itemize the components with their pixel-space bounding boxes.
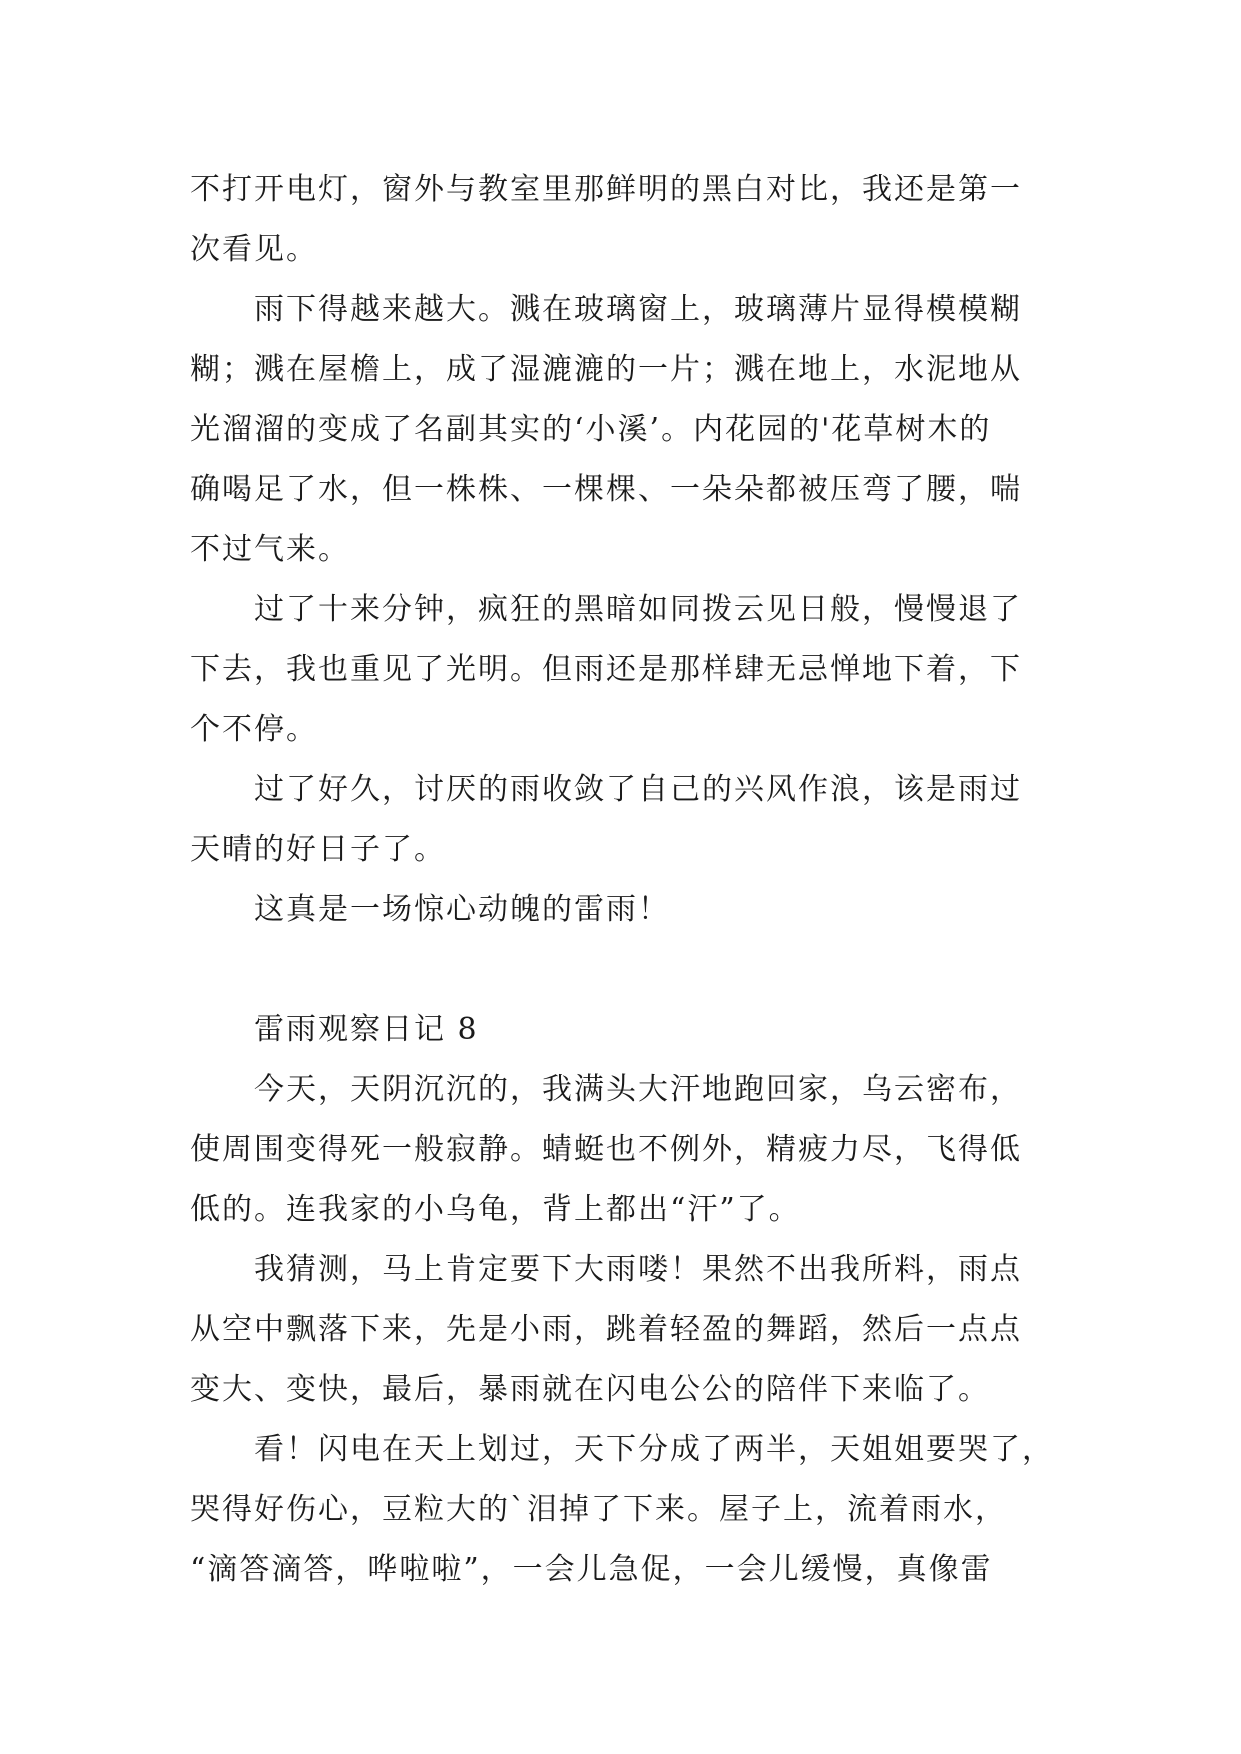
document-body: [190, 160, 1070, 1600]
paragraph-line: 过了十来分钟，疯狂的黑暗如同拨云见日般，慢慢退了: [254, 592, 1022, 627]
text-line: 糊；溅在屋檐上，成了湿漉漉的一片；溅在地上，水泥地从: [190, 352, 1022, 387]
text-line: 光溜溜的变成了名副其实的‘小溪’。内花园的'花草树木的: [190, 412, 992, 447]
text-line: 低的。连我家的小乌龟，背上都出“汗”了。: [190, 1192, 801, 1227]
text-line: 天晴的好日子了。: [190, 832, 446, 867]
text-line: 次看见。: [190, 232, 318, 267]
paragraph-line: 看！闪电在天上划过，天下分成了两半，天姐姐要哭了，: [254, 1432, 1054, 1467]
text-line: 不打开电灯，窗外与教室里那鲜明的黑白对比，我还是第一: [190, 172, 1022, 207]
text-line: 确喝足了水，但一株株、一棵棵、一朵朵都被压弯了腰，喘: [190, 472, 1022, 507]
text-line: 变大、变快，最后，暴雨就在闪电公公的陪伴下来临了。: [190, 1372, 990, 1407]
paragraph-line: 我猜测，马上肯定要下大雨喽！果然不出我所料，雨点: [254, 1252, 1022, 1287]
text-line: 使周围变得死一般寂静。蜻蜓也不例外，精疲力尽，飞得低: [190, 1132, 1022, 1167]
paragraph-line: 这真是一场惊心动魄的雷雨！: [254, 892, 670, 927]
text-line: 哭得好伤心，豆粒大的`泪掉了下来。屋子上，流着雨水，: [190, 1492, 1007, 1527]
text-line: “滴答滴答，哗啦啦”，一会儿急促，一会儿缓慢，真像雷: [190, 1552, 993, 1587]
paragraph-line: 今天，天阴沉沉的，我满头大汗地跑回家，乌云密布，: [254, 1072, 1022, 1107]
text-line: 下去，我也重见了光明。但雨还是那样肆无忌惮地下着，下: [190, 652, 1022, 687]
paragraph-line: 过了好久，讨厌的雨收敛了自己的兴风作浪，该是雨过: [254, 772, 1022, 807]
paragraph-line: 雨下得越来越大。溅在玻璃窗上，玻璃薄片显得模模糊: [254, 292, 1022, 327]
text-line: 个不停。: [190, 712, 318, 747]
text-line: 从空中飘落下来，先是小雨，跳着轻盈的舞蹈，然后一点点: [190, 1312, 1022, 1347]
section-gap: [190, 940, 1070, 1000]
text-line: 不过气来。: [190, 532, 350, 567]
section-title: 雷雨观察日记 8: [254, 1012, 479, 1047]
